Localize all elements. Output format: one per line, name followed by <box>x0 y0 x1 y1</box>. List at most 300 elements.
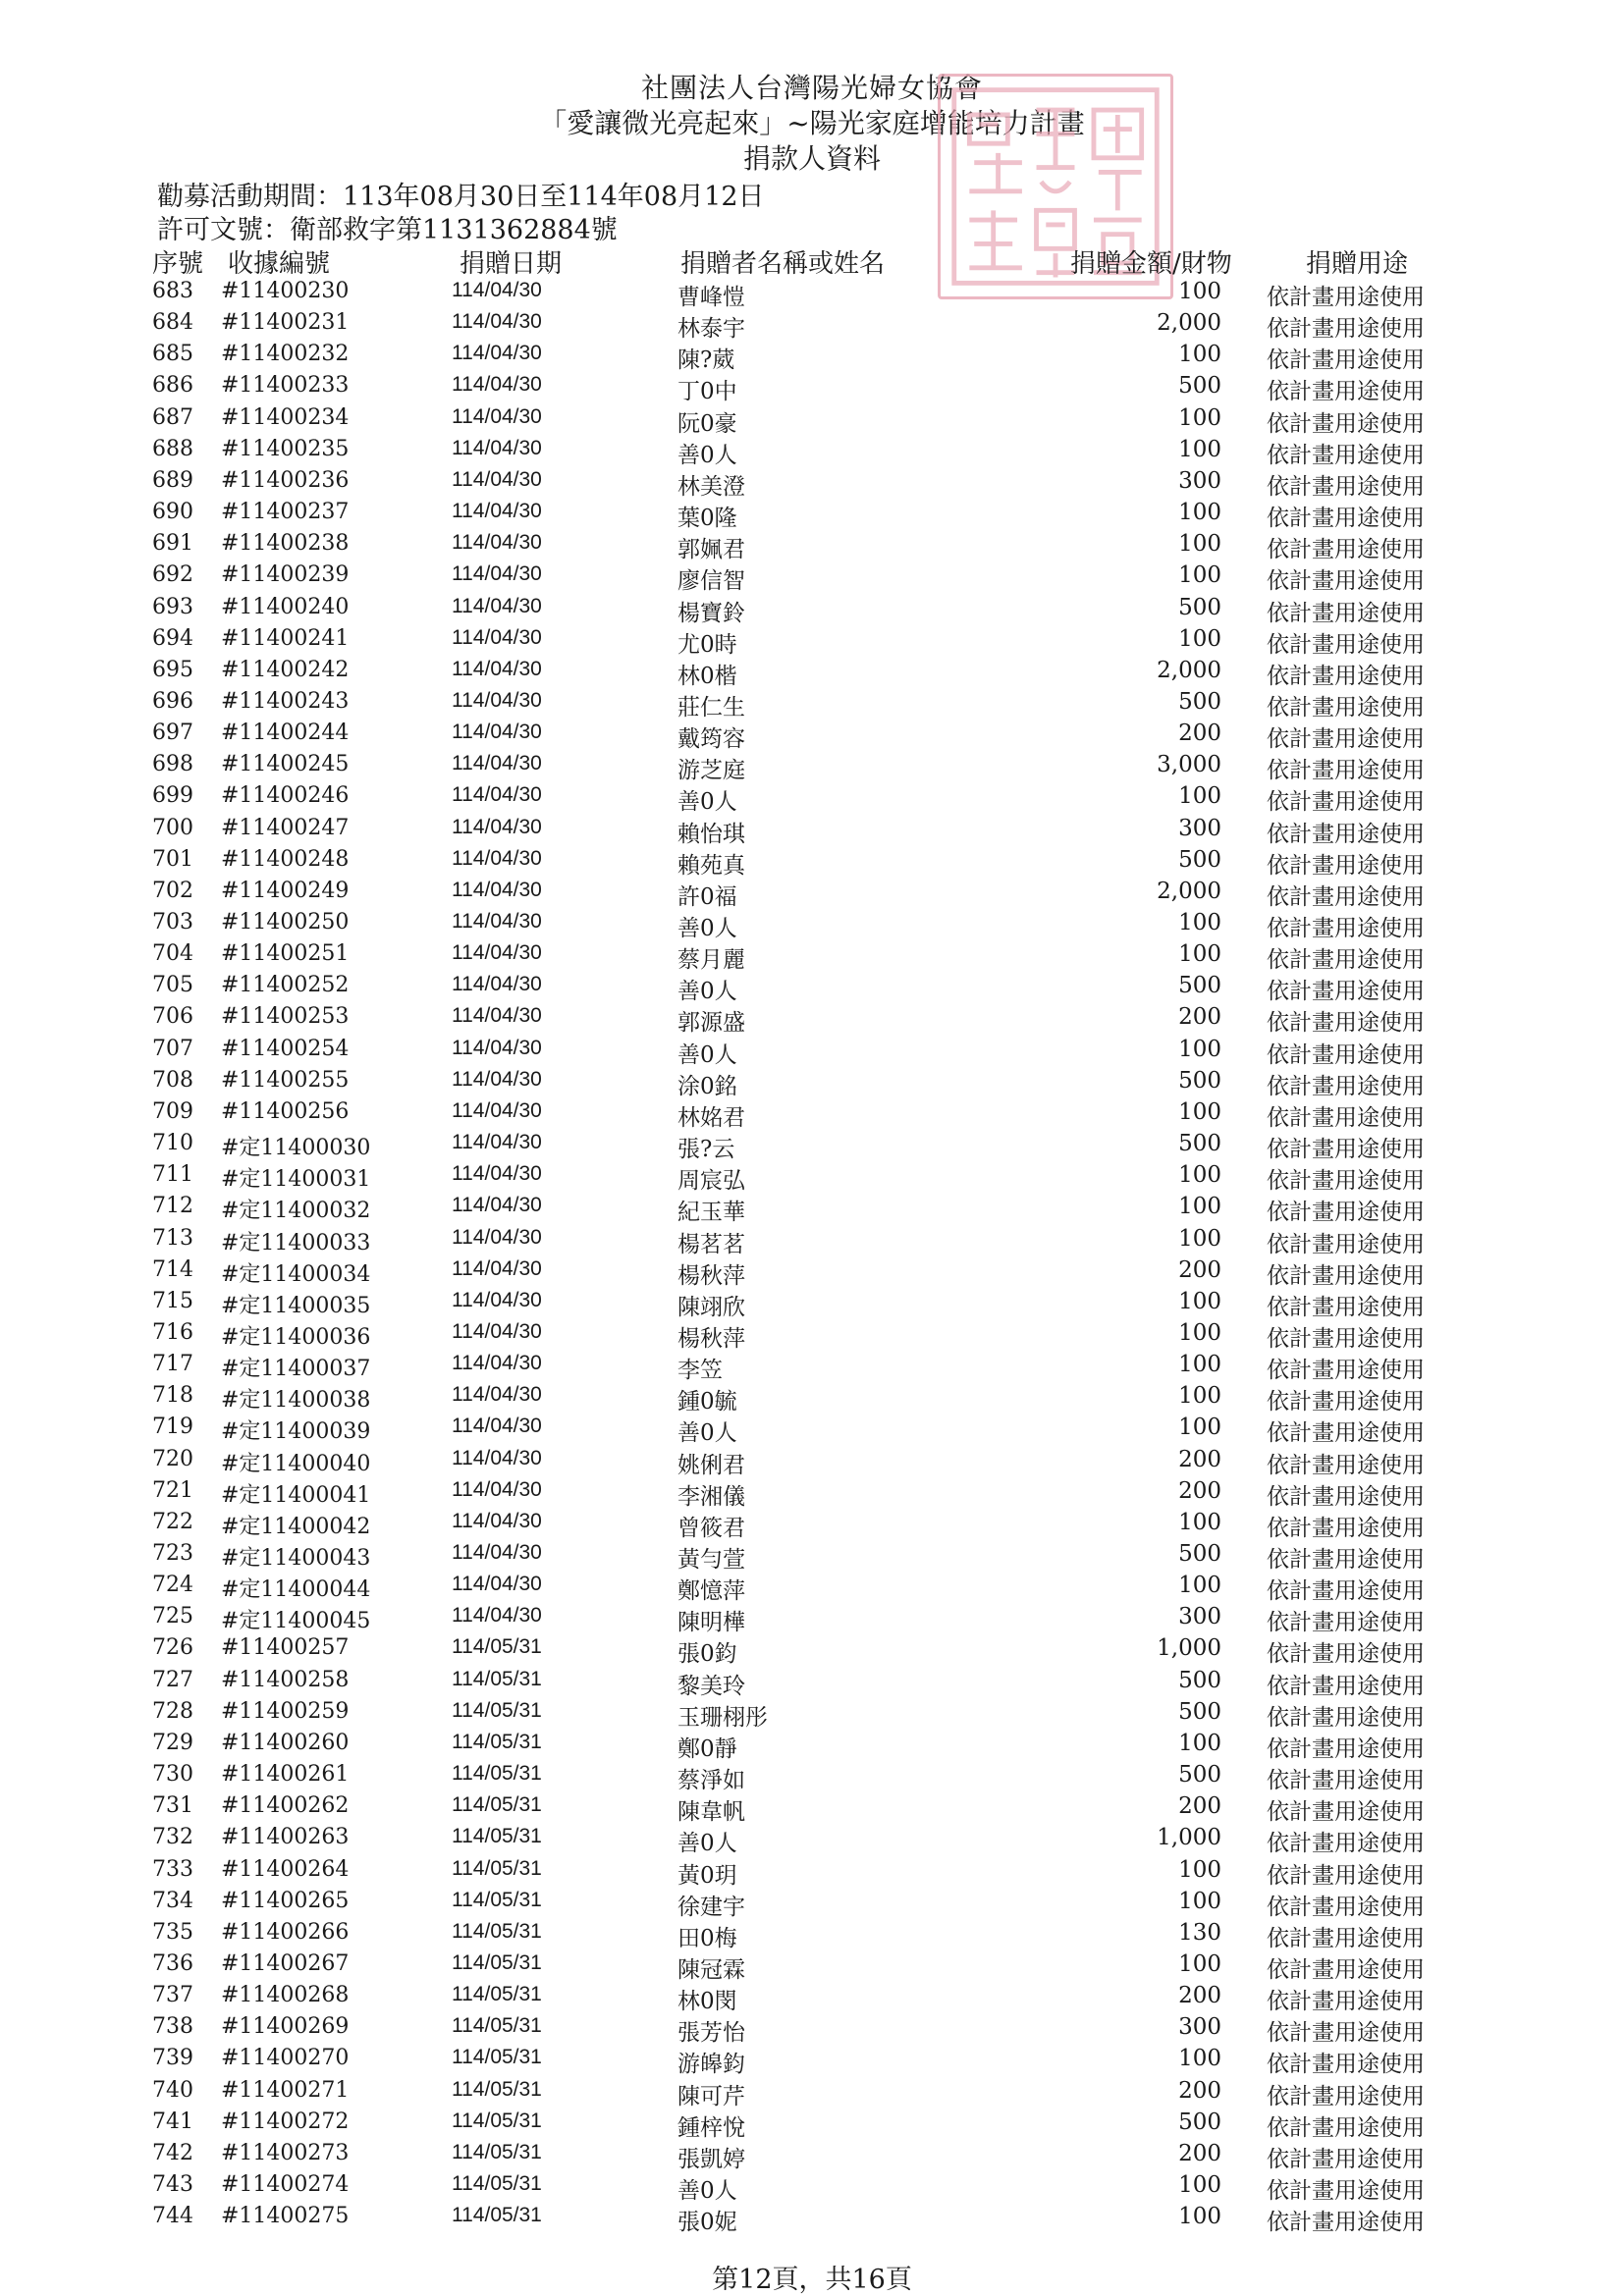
table-row <box>0 2170 1624 2202</box>
cell-date: 114/04/30 <box>452 1541 542 1564</box>
cell-date: 114/04/30 <box>452 973 542 996</box>
cell-amount: 100 <box>1178 1415 1221 1441</box>
cell-seq: 738 <box>152 2014 193 2040</box>
cell-usage: 依計畫用途使用 <box>1267 1420 1425 1447</box>
table-row <box>0 1508 1624 1539</box>
table-row <box>0 1192 1624 1226</box>
cell-receipt: #11400231 <box>221 310 350 336</box>
cell-amount: 300 <box>1178 2014 1221 2041</box>
cell-donor-name: 林美澄 <box>677 473 745 500</box>
cell-usage: 依計畫用途使用 <box>1267 2210 1425 2236</box>
cell-usage: 依計畫用途使用 <box>1267 1956 1425 1983</box>
permit-number: 許可文號：衛部救字第1131362884號 <box>157 215 618 245</box>
cell-amount: 500 <box>1178 1698 1221 1725</box>
cell-seq: 731 <box>152 1793 193 1819</box>
cell-usage: 依計畫用途使用 <box>1267 1452 1425 1478</box>
cell-usage: 依計畫用途使用 <box>1267 1137 1425 1163</box>
table-row <box>0 1791 1624 1826</box>
cell-date: 114/05/31 <box>452 1856 542 1880</box>
cell-usage: 依計畫用途使用 <box>1267 568 1425 595</box>
cell-date: 114/04/30 <box>452 1036 542 1059</box>
cell-amount: 500 <box>1178 973 1221 999</box>
cell-seq: 739 <box>152 2046 193 2071</box>
table-row <box>0 1855 1624 1887</box>
table-row <box>0 2012 1624 2047</box>
cell-usage: 依計畫用途使用 <box>1267 1768 1425 1794</box>
cell-receipt: #11400268 <box>221 1983 350 2008</box>
cell-receipt: #11400243 <box>221 688 350 714</box>
cell-usage: 依計畫用途使用 <box>1267 442 1425 468</box>
cell-usage: 依計畫用途使用 <box>1267 1104 1425 1131</box>
cell-receipt: #11400244 <box>221 721 350 746</box>
cell-receipt: #11400267 <box>221 1950 350 1976</box>
cell-receipt: #定11400031 <box>221 1167 371 1193</box>
cell-donor-name: 莊仁生 <box>677 694 745 721</box>
cell-amount: 500 <box>1178 1762 1221 1789</box>
cell-donor-name: 郭姵君 <box>677 537 745 563</box>
cell-donor-name: 陳冠霖 <box>677 1956 745 1983</box>
cell-donor-name: 黎美玲 <box>677 1673 745 1699</box>
cell-receipt: #11400240 <box>221 594 350 619</box>
cell-seq: 718 <box>152 1383 193 1409</box>
cell-usage: 依計畫用途使用 <box>1267 473 1425 500</box>
cell-amount: 100 <box>1178 1225 1221 1252</box>
cell-donor-name: 涂0銘 <box>677 1073 737 1099</box>
cell-usage: 依計畫用途使用 <box>1267 758 1425 784</box>
cell-seq: 734 <box>152 1888 193 1913</box>
cell-date: 114/04/30 <box>452 941 542 965</box>
cell-amount: 100 <box>1178 2204 1221 2230</box>
cell-donor-name: 阮0豪 <box>677 410 737 437</box>
cell-receipt: #11400273 <box>221 2140 350 2165</box>
cell-date: 114/04/30 <box>452 436 542 459</box>
cell-date: 114/04/30 <box>452 310 542 334</box>
cell-donor-name: 善0人 <box>677 916 737 941</box>
table-row <box>0 1887 1624 1918</box>
cell-usage: 依計畫用途使用 <box>1267 285 1425 310</box>
cell-donor-name: 黃勻萱 <box>677 1547 745 1573</box>
cell-amount: 500 <box>1178 688 1221 715</box>
table-row <box>0 781 1624 816</box>
cell-donor-name: 戴筠容 <box>677 726 745 753</box>
cell-usage: 依計畫用途使用 <box>1267 1358 1425 1384</box>
cell-date: 114/04/30 <box>452 1162 542 1186</box>
cell-date: 114/04/30 <box>452 1477 542 1501</box>
cell-donor-name: 林0楷 <box>677 663 737 689</box>
cell-seq: 719 <box>152 1415 193 1440</box>
table-row <box>0 529 1624 561</box>
table-row <box>0 845 1624 877</box>
cell-seq: 693 <box>152 594 193 619</box>
table-row <box>0 277 1624 308</box>
cell-usage: 依計畫用途使用 <box>1267 1578 1425 1605</box>
cell-amount: 130 <box>1178 1919 1221 1946</box>
cell-amount: 100 <box>1178 1509 1221 1535</box>
cell-usage: 依計畫用途使用 <box>1267 1483 1425 1510</box>
cell-date: 114/04/30 <box>452 1098 542 1122</box>
table-row <box>0 340 1624 374</box>
table-row <box>0 1571 1624 1605</box>
cell-seq: 689 <box>152 467 193 493</box>
cell-date: 114/04/30 <box>452 1573 542 1596</box>
cell-date: 114/04/30 <box>452 279 542 301</box>
cell-receipt: #定11400039 <box>221 1419 371 1445</box>
cell-date: 114/04/30 <box>452 688 542 712</box>
cell-date: 114/04/30 <box>452 1194 542 1217</box>
cell-donor-name: 田0梅 <box>677 1925 737 1951</box>
cell-usage: 依計畫用途使用 <box>1267 600 1425 626</box>
cell-date: 114/04/30 <box>452 531 542 555</box>
table-row <box>0 1255 1624 1287</box>
cell-receipt: #11400239 <box>221 562 350 588</box>
table-row <box>0 1129 1624 1163</box>
cell-amount: 200 <box>1178 1004 1221 1031</box>
cell-seq: 732 <box>152 1825 193 1850</box>
cell-amount: 200 <box>1178 2140 1221 2166</box>
cell-date: 114/04/30 <box>452 1509 542 1532</box>
cell-seq: 704 <box>152 941 193 967</box>
cell-date: 114/04/30 <box>452 1446 542 1469</box>
cell-amount: 100 <box>1178 625 1221 652</box>
cell-seq: 733 <box>152 1856 193 1882</box>
table-row <box>0 371 1624 405</box>
cell-usage: 依計畫用途使用 <box>1267 1641 1425 1668</box>
cell-donor-name: 葉0隆 <box>677 506 737 532</box>
cell-receipt: #11400236 <box>221 467 350 493</box>
cell-date: 114/04/30 <box>452 783 542 807</box>
cell-date: 114/04/30 <box>452 1256 542 1280</box>
cell-receipt: #11400248 <box>221 846 350 872</box>
cell-amount: 100 <box>1178 500 1221 526</box>
cell-receipt: #定11400044 <box>221 1577 371 1603</box>
table-row <box>0 1160 1624 1195</box>
cell-receipt: #11400257 <box>221 1635 350 1661</box>
table-row <box>0 1350 1624 1384</box>
cell-usage: 依計畫用途使用 <box>1267 1389 1425 1415</box>
table-row <box>0 971 1624 1005</box>
document-subtitle: 捐款人資料 <box>742 142 881 175</box>
cell-usage: 依計畫用途使用 <box>1267 979 1425 1005</box>
cell-amount: 100 <box>1178 342 1221 368</box>
cell-receipt: #11400265 <box>221 1888 350 1913</box>
cell-receipt: #11400238 <box>221 531 350 557</box>
table-row <box>0 750 1624 784</box>
cell-receipt: #11400270 <box>221 2046 350 2071</box>
cell-amount: 300 <box>1178 467 1221 494</box>
cell-date: 114/04/30 <box>452 752 542 775</box>
cell-receipt: #定11400042 <box>221 1514 371 1539</box>
cell-amount: 500 <box>1178 373 1221 400</box>
cell-seq: 684 <box>152 310 193 336</box>
cell-seq: 720 <box>152 1446 193 1471</box>
cell-usage: 依計畫用途使用 <box>1267 2020 1425 2047</box>
cell-amount: 100 <box>1178 941 1221 968</box>
cell-seq: 735 <box>152 1919 193 1945</box>
cell-donor-name: 張芳怡 <box>677 2020 745 2047</box>
cell-date: 114/04/30 <box>452 721 542 744</box>
cell-usage: 依計畫用途使用 <box>1267 1041 1425 1068</box>
cell-seq: 699 <box>152 783 193 809</box>
cell-date: 114/05/31 <box>452 1825 542 1848</box>
cell-date: 114/05/31 <box>452 1983 542 2006</box>
cell-donor-name: 張?云 <box>677 1137 735 1163</box>
cell-usage: 依計畫用途使用 <box>1267 1894 1425 1920</box>
cell-donor-name: 姚俐君 <box>677 1452 745 1478</box>
table-row <box>0 2108 1624 2139</box>
cell-receipt: #定11400043 <box>221 1546 371 1571</box>
cell-amount: 500 <box>1178 1541 1221 1567</box>
cell-seq: 726 <box>152 1635 193 1661</box>
cell-date: 114/04/30 <box>452 1604 542 1628</box>
table-row <box>0 656 1624 687</box>
cell-receipt: #11400242 <box>221 657 350 682</box>
cell-receipt: #11400272 <box>221 2109 350 2134</box>
cell-usage: 依計畫用途使用 <box>1267 379 1425 405</box>
cell-usage: 依計畫用途使用 <box>1267 1673 1425 1699</box>
table-row <box>0 1697 1624 1729</box>
cell-seq: 744 <box>152 2204 193 2229</box>
cell-donor-name: 陳?葳 <box>677 347 735 374</box>
cell-donor-name: 楊秋萍 <box>677 1325 745 1352</box>
cell-usage: 依計畫用途使用 <box>1267 1294 1425 1320</box>
cell-usage: 依計畫用途使用 <box>1267 852 1425 879</box>
cell-amount: 500 <box>1178 594 1221 620</box>
cell-receipt: #11400266 <box>221 1919 350 1945</box>
cell-date: 114/04/30 <box>452 815 542 838</box>
table-row <box>0 2139 1624 2170</box>
cell-amount: 2,000 <box>1157 310 1221 337</box>
cell-receipt: #11400269 <box>221 2014 350 2040</box>
cell-donor-name: 尤0時 <box>677 631 737 658</box>
cell-donor-name: 善0人 <box>677 1831 737 1857</box>
column-header-seq: 序號 <box>152 249 204 279</box>
cell-usage: 依計畫用途使用 <box>1267 1325 1425 1352</box>
cell-amount: 500 <box>1178 1667 1221 1693</box>
cell-seq: 697 <box>152 721 193 746</box>
cell-receipt: #定11400036 <box>221 1324 371 1350</box>
cell-amount: 100 <box>1178 910 1221 935</box>
cell-receipt: #定11400041 <box>221 1482 371 1508</box>
cell-seq: 683 <box>152 279 193 303</box>
cell-date: 114/04/30 <box>452 1004 542 1028</box>
cell-donor-name: 游芝庭 <box>677 758 745 784</box>
cell-date: 114/04/30 <box>452 1319 542 1343</box>
cell-seq: 724 <box>152 1573 193 1598</box>
cell-seq: 686 <box>152 373 193 399</box>
cell-date: 114/04/30 <box>452 910 542 933</box>
cell-amount: 100 <box>1178 1288 1221 1314</box>
cell-receipt: #定11400034 <box>221 1261 371 1287</box>
cell-receipt: #11400249 <box>221 878 350 903</box>
cell-seq: 695 <box>152 657 193 682</box>
cell-usage: 依計畫用途使用 <box>1267 1168 1425 1195</box>
cell-seq: 717 <box>152 1352 193 1377</box>
cell-amount: 100 <box>1178 404 1221 431</box>
cell-receipt: #11400247 <box>221 815 350 840</box>
cell-amount: 3,000 <box>1157 752 1221 778</box>
cell-amount: 500 <box>1178 846 1221 873</box>
table-row <box>0 1066 1624 1097</box>
cell-seq: 698 <box>152 752 193 777</box>
cell-seq: 707 <box>152 1036 193 1061</box>
cell-seq: 714 <box>152 1256 193 1282</box>
cell-seq: 694 <box>152 625 193 651</box>
cell-amount: 100 <box>1178 436 1221 462</box>
cell-receipt: #定11400040 <box>221 1451 371 1476</box>
cell-usage: 依計畫用途使用 <box>1267 1515 1425 1541</box>
cell-date: 114/04/30 <box>452 562 542 586</box>
cell-donor-name: 張0妮 <box>677 2210 737 2236</box>
cell-usage: 依計畫用途使用 <box>1267 726 1425 753</box>
cell-receipt: #定11400035 <box>221 1293 371 1318</box>
organization-name: 社團法人台灣陽光婦女協會 <box>640 72 983 104</box>
cell-seq: 728 <box>152 1698 193 1724</box>
cell-usage: 依計畫用途使用 <box>1267 1925 1425 1951</box>
table-row <box>0 1002 1624 1037</box>
cell-usage: 依計畫用途使用 <box>1267 506 1425 532</box>
cell-seq: 691 <box>152 531 193 557</box>
cell-seq: 708 <box>152 1067 193 1093</box>
cell-seq: 685 <box>152 342 193 367</box>
cell-receipt: #定11400033 <box>221 1230 371 1255</box>
cell-usage: 依計畫用途使用 <box>1267 821 1425 847</box>
cell-date: 114/04/30 <box>452 1288 542 1311</box>
cell-receipt: #定11400045 <box>221 1609 371 1634</box>
cell-donor-name: 曹峰愷 <box>677 285 745 310</box>
cell-receipt: #11400262 <box>221 1793 350 1819</box>
table-row <box>0 1287 1624 1318</box>
table-row <box>0 1949 1624 1981</box>
cell-date: 114/04/30 <box>452 1383 542 1407</box>
table-row <box>0 877 1624 908</box>
cell-donor-name: 丁0中 <box>677 379 737 405</box>
cell-donor-name: 林姳君 <box>677 1104 745 1131</box>
table-row <box>0 1633 1624 1668</box>
table-row <box>0 1097 1624 1129</box>
cell-usage: 依計畫用途使用 <box>1267 2052 1425 2078</box>
table-row <box>0 1413 1624 1447</box>
cell-donor-name: 曾筱君 <box>677 1515 745 1541</box>
cell-date: 114/04/30 <box>452 500 542 523</box>
cell-receipt: #11400263 <box>221 1825 350 1850</box>
cell-seq: 687 <box>152 404 193 430</box>
cell-amount: 1,000 <box>1157 1825 1221 1851</box>
cell-amount: 100 <box>1178 1573 1221 1599</box>
cell-donor-name: 鄭0靜 <box>677 1735 737 1762</box>
cell-seq: 743 <box>152 2172 193 2197</box>
cell-donor-name: 許0福 <box>677 883 737 910</box>
table-row <box>0 1918 1624 1949</box>
cell-date: 114/05/31 <box>452 2046 542 2069</box>
cell-date: 114/05/31 <box>452 1919 542 1943</box>
cell-receipt: #11400230 <box>221 279 350 303</box>
table-row <box>0 1476 1624 1508</box>
cell-seq: 725 <box>152 1604 193 1629</box>
cell-date: 114/05/31 <box>452 2204 542 2227</box>
cell-amount: 100 <box>1178 1888 1221 1914</box>
table-row <box>0 1981 1624 2015</box>
cell-date: 114/05/31 <box>452 1635 542 1659</box>
cell-usage: 依計畫用途使用 <box>1267 2178 1425 2204</box>
table-row <box>0 1602 1624 1636</box>
cell-usage: 依計畫用途使用 <box>1267 1073 1425 1099</box>
cell-seq: 742 <box>152 2140 193 2165</box>
cell-seq: 706 <box>152 1004 193 1030</box>
cell-amount: 100 <box>1178 1730 1221 1756</box>
column-header-name: 捐贈者名稱或姓名 <box>680 249 886 279</box>
cell-date: 114/04/30 <box>452 1415 542 1438</box>
cell-date: 114/05/31 <box>452 2140 542 2163</box>
cell-seq: 709 <box>152 1098 193 1124</box>
cell-usage: 依計畫用途使用 <box>1267 1735 1425 1762</box>
cell-date: 114/04/30 <box>452 342 542 365</box>
cell-receipt: #定11400030 <box>221 1136 371 1161</box>
cell-date: 114/05/31 <box>452 1667 542 1690</box>
cell-usage: 依計畫用途使用 <box>1267 1610 1425 1636</box>
cell-seq: 713 <box>152 1225 193 1251</box>
cell-usage: 依計畫用途使用 <box>1267 631 1425 658</box>
cell-donor-name: 楊寶鈴 <box>677 600 745 626</box>
cell-usage: 依計畫用途使用 <box>1267 1862 1425 1889</box>
cell-seq: 723 <box>152 1541 193 1566</box>
cell-date: 114/05/31 <box>452 1793 542 1817</box>
cell-receipt: #定11400037 <box>221 1357 371 1382</box>
cell-seq: 722 <box>152 1509 193 1534</box>
cell-donor-name: 陳韋帆 <box>677 1799 745 1826</box>
table-row <box>0 814 1624 845</box>
cell-seq: 712 <box>152 1194 193 1219</box>
cell-amount: 200 <box>1178 1446 1221 1472</box>
cell-date: 114/04/30 <box>452 467 542 491</box>
cell-receipt: #11400241 <box>221 625 350 651</box>
cell-donor-name: 善0人 <box>677 789 737 816</box>
table-row <box>0 1318 1624 1350</box>
cell-donor-name: 陳翊欣 <box>677 1294 745 1320</box>
cell-receipt: #定11400032 <box>221 1199 371 1224</box>
cell-usage: 依計畫用途使用 <box>1267 1799 1425 1826</box>
cell-usage: 依計畫用途使用 <box>1267 316 1425 343</box>
cell-usage: 依計畫用途使用 <box>1267 2114 1425 2141</box>
cell-usage: 依計畫用途使用 <box>1267 663 1425 689</box>
column-header-date: 捐贈日期 <box>460 249 563 279</box>
table-row <box>0 1035 1624 1066</box>
cell-donor-name: 善0人 <box>677 1041 737 1068</box>
cell-date: 114/05/31 <box>452 2077 542 2101</box>
cell-date: 114/04/30 <box>452 1352 542 1375</box>
cell-usage: 依計畫用途使用 <box>1267 947 1425 974</box>
table-row <box>0 1823 1624 1857</box>
table-row <box>0 466 1624 498</box>
cell-date: 114/04/30 <box>452 625 542 649</box>
cell-date: 114/04/30 <box>452 594 542 617</box>
cell-receipt: #11400252 <box>221 973 350 998</box>
cell-donor-name: 郭源盛 <box>677 1010 745 1037</box>
cell-donor-name: 善0人 <box>677 2178 737 2204</box>
cell-seq: 716 <box>152 1319 193 1345</box>
cell-donor-name: 蔡月麗 <box>677 947 745 974</box>
campaign-period: 勸募活動期間：113年08月30日至114年08月12日 <box>157 182 765 212</box>
cell-donor-name: 周宸弘 <box>677 1168 745 1195</box>
cell-date: 114/04/30 <box>452 846 542 870</box>
cell-amount: 100 <box>1178 1162 1221 1189</box>
cell-amount: 2,000 <box>1157 878 1221 904</box>
cell-usage: 依計畫用途使用 <box>1267 789 1425 816</box>
cell-usage: 依計畫用途使用 <box>1267 1547 1425 1573</box>
cell-amount: 100 <box>1178 562 1221 589</box>
cell-amount: 100 <box>1178 1352 1221 1378</box>
cell-amount: 200 <box>1178 721 1221 747</box>
page-number: 第12頁，共16頁 <box>712 2265 912 2295</box>
